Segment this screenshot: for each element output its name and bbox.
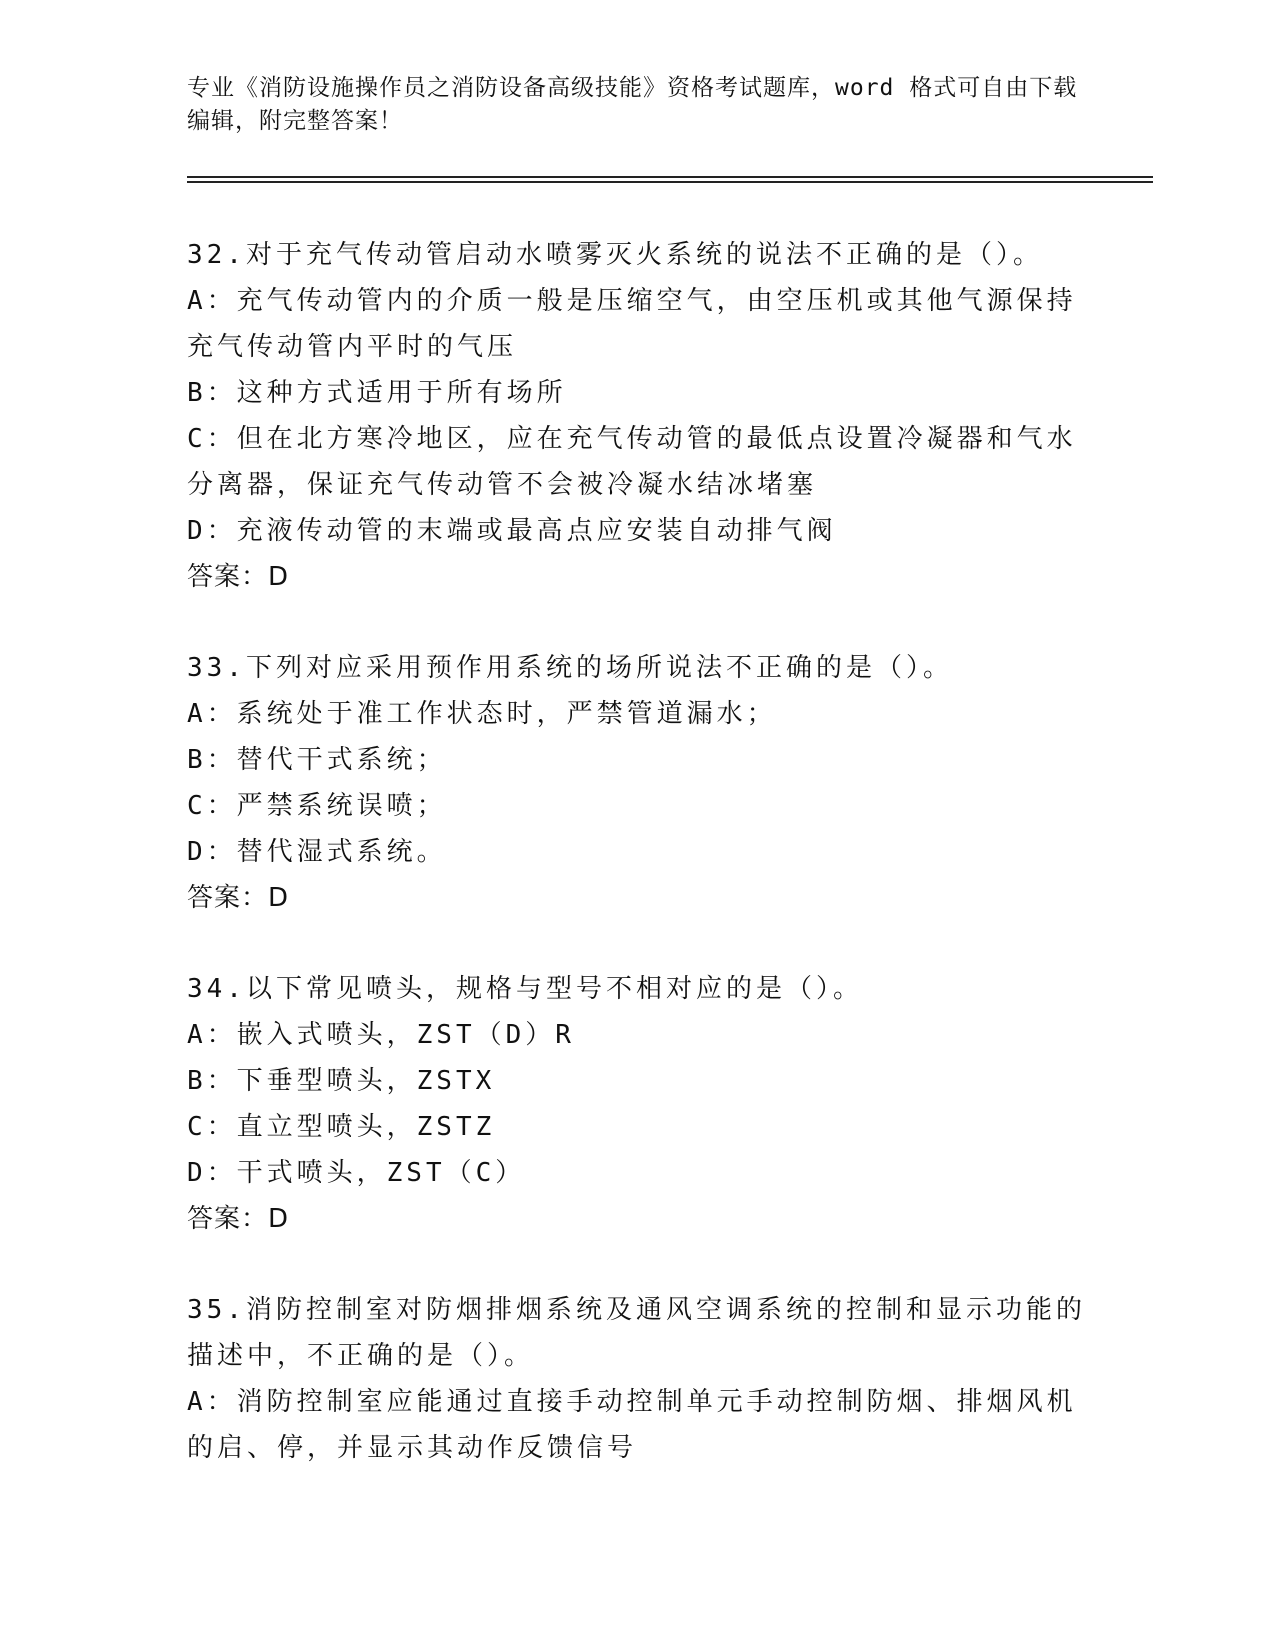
question-32	[187, 232, 1087, 600]
header-divider-top	[187, 176, 1153, 178]
option-a: A：充气传动管内的介质一般是压缩空气，由空压机或其他气源保持充气传动管内平时的气压	[187, 286, 1077, 362]
option-d: D：干式喷头，ZST（C）	[187, 1158, 526, 1188]
option-a: A：系统处于准工作状态时，严禁管道漏水；	[187, 699, 777, 729]
option-b: B：下垂型喷头，ZSTX	[187, 1066, 496, 1096]
option-d: D：替代湿式系统。	[187, 837, 447, 867]
option-c: C：直立型喷头，ZSTZ	[187, 1112, 496, 1142]
question-33	[187, 645, 1087, 921]
question-stem: 35.消防控制室对防烟排烟系统及通风空调系统的控制和显示功能的描述中，不正确的是（）。	[187, 1295, 1086, 1371]
header-divider-bottom	[187, 181, 1153, 183]
option-d: D：充液传动管的末端或最高点应安装自动排气阀	[187, 516, 837, 546]
option-c: C：但在北方寒冷地区，应在充气传动管的最低点设置冷凝器和气水分离器，保证充气传动管不会被冷凝水结冰堵塞	[187, 424, 1077, 500]
question-35	[187, 1287, 1087, 1471]
option-a: A：消防控制室应能通过直接手动控制单元手动控制防烟、排烟风机的启、停，并显示其动作反馈信号	[187, 1387, 1077, 1463]
option-b: B：替代干式系统；	[187, 745, 447, 775]
document-header: 专业《消防设施操作员之消防设备高级技能》资格考试题库，word 格式可自由下载编辑，附完整答案！	[187, 75, 1078, 134]
option-c: C：严禁系统误喷；	[187, 791, 447, 821]
answer: 答案：D	[187, 883, 290, 913]
option-a: A：嵌入式喷头，ZST（D）R	[187, 1020, 575, 1050]
answer: 答案：D	[187, 562, 290, 592]
question-stem: 33.下列对应采用预作用系统的场所说法不正确的是（）。	[187, 653, 953, 683]
question-list	[187, 232, 1087, 1516]
question-stem: 34.以下常见喷头，规格与型号不相对应的是（）。	[187, 974, 863, 1004]
question-34	[187, 966, 1087, 1242]
question-stem: 32.对于充气传动管启动水喷雾灭火系统的说法不正确的是（）。	[187, 240, 1043, 270]
option-b: B：这种方式适用于所有场所	[187, 378, 567, 408]
answer: 答案：D	[187, 1204, 290, 1234]
